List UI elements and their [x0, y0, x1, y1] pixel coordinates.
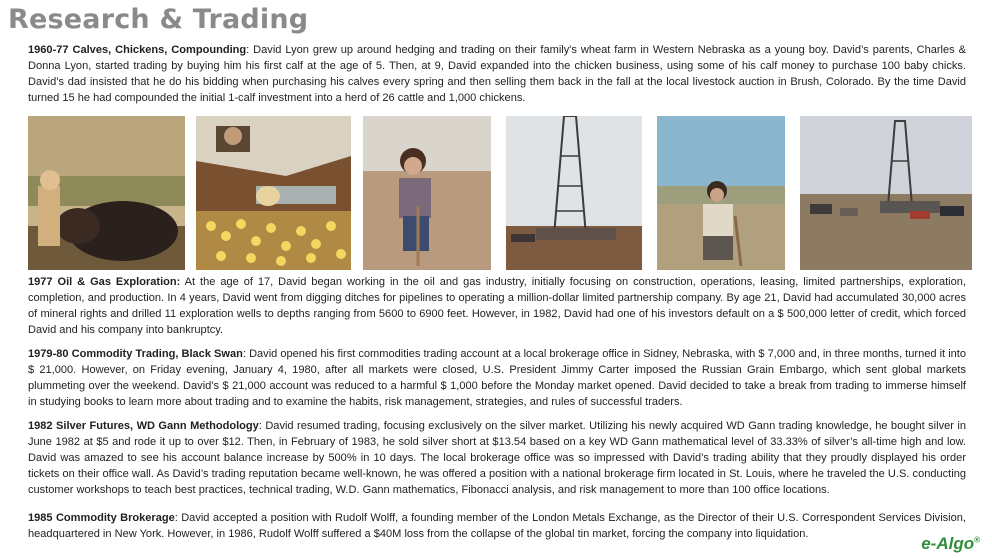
section-body: David resumed trading, focusing exclusively on the silver market. Utilizing his newly acquired WD Gann trading knowledge, he bought silver in June 1982 at $5 and rode it up to over $12. Then, in February of 1983, he sold silver short at $13.54 based on a key WD Gann mathematical level of 33.33% of silver’s all-time high and low. David was amazed to see his account balance increase by 500% in 10 days. The local brokerage office was so impressed with David’s trading ability that they proudly displayed his order tickets on their office wall. As David’s trading reputation became well-known, he was offered a position with a national brokerage firm located in St. Louis, where he traveled the U.S. conducting customer workshops to teach best practices, technical trading, W.D. Gann mathematics, Fibonacci analysis, and risk management to more than 100 office locations.: [28, 420, 966, 496]
oil-drilling-rig-photo: [506, 116, 642, 270]
section-separator: :: [258, 420, 266, 432]
e-algo-logo: [921, 534, 980, 554]
section-heading: 1979-80 Commodity Trading, Black Swan: [28, 348, 243, 360]
section-separator: :: [246, 44, 254, 56]
section-1982: [28, 419, 966, 499]
section-body: David Lyon grew up around hedging and trading on their family's wheat farm in Western Nebraska as a young boy. David’s parents, Charles & Donna Lyon, started trading by buying him his first calf at the age of 5. Then, at 9, David expanded into the chicken business, using some of his calf money to purchase 100 baby chicks. David’s dad insisted that he do his bidding when purchasing his calves every spring and then selling them back in the fall at the local livestock auction in Brush, Colorado. By the time David turned 15 he had compounded the initial 1-calf investment into a herd of 26 cattle and 1,000 chickens.: [28, 44, 967, 104]
section-heading: 1985 Commodity Brokerage: [28, 512, 175, 524]
section-heading: 1982 Silver Futures, WD Gann Methodology: [28, 420, 259, 432]
logo-text: e-Algo: [921, 534, 975, 553]
section-heading: 1977 Oil & Gas Exploration:: [28, 276, 181, 288]
section-separator: :: [242, 348, 250, 360]
page-title: Research & Trading: [8, 4, 309, 35]
young-man-in-field-photo: [363, 116, 491, 270]
section-1977: [28, 275, 966, 339]
section-1985: [28, 511, 966, 543]
section-heading: 1960-77 Calves, Chickens, Compounding: [28, 44, 247, 56]
man-kneeling-in-field-photo: [657, 116, 785, 270]
logo-registered-mark: ®: [974, 535, 980, 545]
section-1979-80: [28, 347, 966, 411]
section-body: At the age of 17, David began working in the oil and gas industry, initially focusing on construction, operations, leasing, limited partnerships, exploration, completion, and production. In 4 years, David went from digging ditches for pipelines to operating a million-dollar limited partnership company. By age 21, David had accumulated 30,000 acres of mineral rights and drilled 11 exploration wells to depths ranging from 5600 to 6900 feet. However, in 1982, David had one of his investors default on a $ 500,000 letter of credit, which forced David and his company into bankruptcy.: [28, 276, 966, 336]
boy-with-baby-chicks-photo: [196, 116, 351, 270]
section-body: David opened his first commodities trading account at a local brokerage office in Sidney, Nebraska, with $ 7,000 and, in three months, turned it into $ 21,000. However, on Friday evening, January 4, 1980, after all markets were closed, U.S. President Jimmy Carter imposed the Russian Grain Embargo, which sent global markets plummeting over the weekend. David’s $ 21,000 account was reduced to a harmful $ 1,000 before the Monday market opened. David decided to take a break from trading to immerse himself in studying books to learn more about trading and to examine the habits, risk management, strategies, and rules of successful traders.: [28, 348, 967, 408]
drilling-site-with-trucks-photo: [800, 116, 972, 270]
section-body: David accepted a position with Rudolf Wolff, a founding member of the London Metals Exchange, as the Director of their U.S. Correspondent Services Division, headquartered in New York. However, in 1986, Rudolf Wolff suffered a $40M loss from the collapse of the global tin market, forcing the company into liquidation.: [28, 512, 966, 540]
boy-with-calf-photo: [28, 116, 185, 270]
section-separator: :: [174, 512, 182, 524]
section-1960-77: [28, 43, 966, 107]
